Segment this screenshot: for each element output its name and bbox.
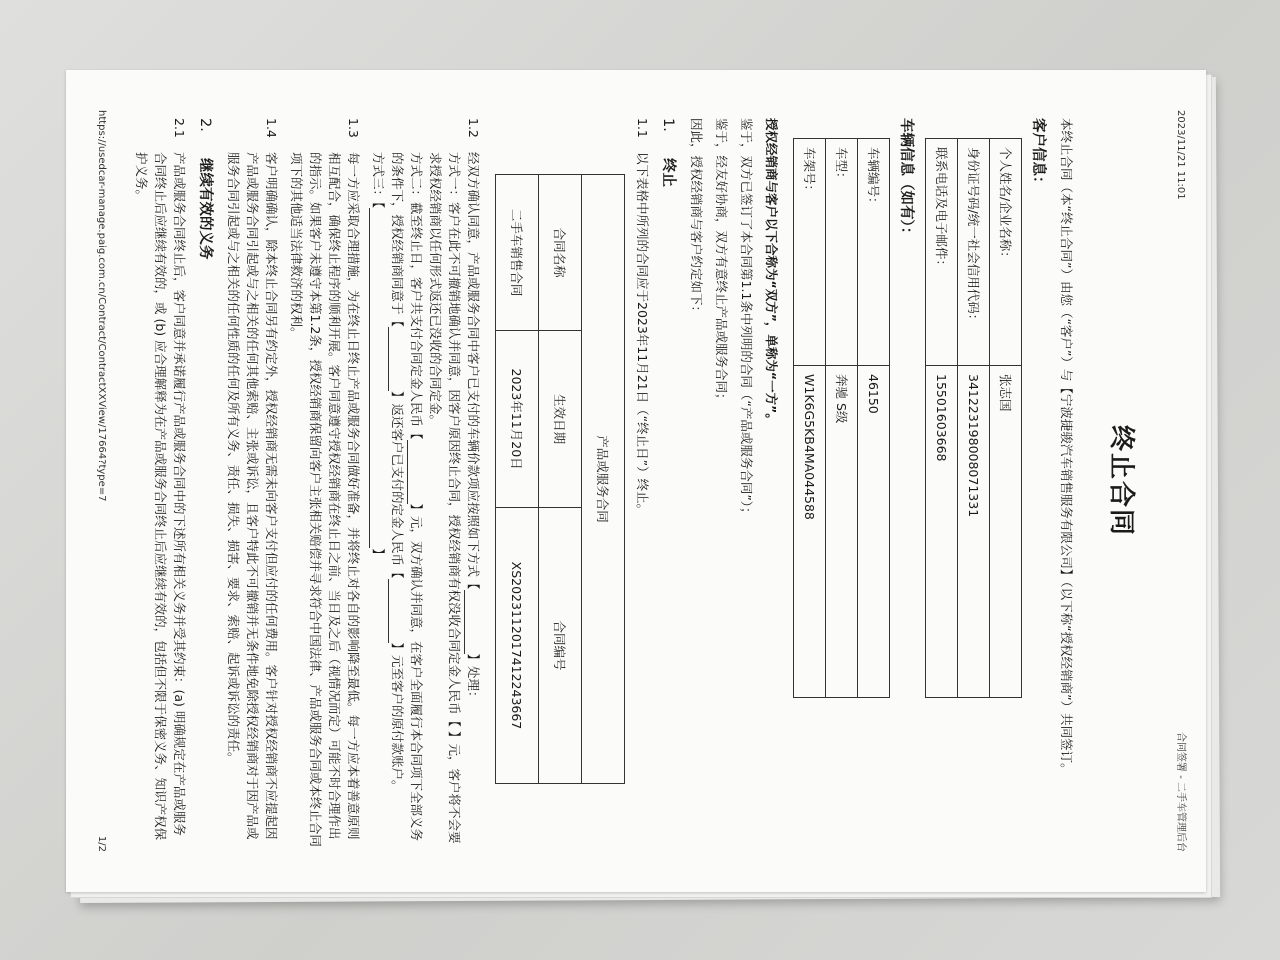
therefore-paragraph: 因此，授权经销商与客户约定如下：	[689, 118, 704, 319]
customer-info-table	[925, 138, 1022, 698]
table-row	[826, 139, 858, 698]
customer-id-label: 身份证号码/统一社会信用代码：	[958, 139, 990, 366]
intro-paragraph: 本终止合同（本“终止合同”）由您（“客户”）与【宁波捷骏汽车销售服务有限公司】（以下称“授权经销商”）共同签订。	[1059, 118, 1074, 776]
page-number: 1/2	[96, 835, 107, 852]
table-row	[990, 139, 1022, 698]
way-1-text: 方式一：客户在此不可撤销地确认并同意，因客户原因终止合同，授权经销商有权没收合同定金人民币【 】元，客户将不会要求授权经销商以任何形式返还已没收的合同定金。	[428, 152, 462, 844]
table-row	[539, 175, 582, 784]
vehicle-number-label: 车辆编号：	[858, 139, 890, 366]
clause-1-1	[633, 118, 652, 848]
cell-contract-name: 二手车销售合同	[496, 175, 539, 331]
whereas-paragraph-1: 鉴于，双方已签订了本合同第1.1条中列明的合同（“产品或服务合同”）；	[739, 118, 754, 520]
parties-paragraph: 授权经销商与客户以下合称为“双方”，单称为“一方”。	[764, 118, 779, 426]
section-number: 2.	[197, 118, 213, 132]
service-table-title: 产品或服务合同	[582, 175, 625, 784]
clause-number: 1.3	[346, 118, 361, 138]
table-row	[926, 139, 958, 698]
section-1-heading	[658, 118, 677, 848]
document-body	[126, 118, 1076, 848]
section-2-heading	[195, 118, 214, 848]
vehicle-info-table	[793, 138, 890, 698]
section-number: 1.	[660, 118, 676, 132]
vehicle-vin-value: W1K6G5KB4MA044588	[794, 366, 826, 698]
table-row	[958, 139, 990, 698]
clause-number: 1.1	[635, 118, 650, 138]
way-2-text: 】元至客户的原付款账户。	[390, 642, 405, 793]
clause-text: 经双方确认同意，产品或服务合同中客户已支付的车辆价款项应按照如下方式【】处理： 方式一：客户在此不可撤销地确认并同意，因客户原因终止合同，授权经销商有权没收合同定金人民币【 】元，客户将不会要求授权经销商以任何形式返还已没收的合同定金。 方式二：截至终止日，客户共支付合同定金人民币【】元，双方确认并同意，在客户全面履行本合同项下全部义务的条件下，授权经销商同意于【】返还客户已支付的定金人民币【】元至客户的原付款账户。 方式三：【】	[371, 152, 481, 844]
cell-contract-number: XS20231120174122436​67	[496, 507, 539, 783]
clause-1-4	[224, 118, 281, 848]
clause-number: 2.1	[172, 118, 187, 138]
customer-contact-value: 15501603668	[926, 366, 958, 698]
clause-number: 1.2	[466, 118, 481, 138]
document-page	[66, 70, 1206, 892]
clause-text: 客户明确确认，除本终止合同另有约定外，授权经销商无需未向客户支付但应付的任何费用。客户针对授权经销商不应提起因产品或服务合同引起或与之相关的任何其他索赔、主张或诉讼，且客户特此不可撤销并无条件地免除授权经销商对于因产品或服务合同引起或与之相关的任何性质的任何及所有义务、责任、损失、损害、要求、索赔、起诉或诉讼的责任。	[226, 152, 279, 840]
customer-name-value: 张志国	[990, 366, 1022, 698]
table-row	[794, 139, 826, 698]
fill-blank	[388, 579, 403, 643]
cell-effective-date: 2023年11月20日	[496, 331, 539, 508]
clause-1-2	[369, 118, 483, 848]
vehicle-model-value: 奔驰 S级	[826, 366, 858, 698]
fill-blank	[407, 440, 422, 504]
customer-name-label: 个人姓名/企业名称：	[990, 139, 1022, 366]
way-2-text: 方式二：截至终止日，客户共支付合同定金人民币【	[409, 152, 424, 440]
vehicle-info-heading: 车辆信息（如有）：	[898, 118, 914, 242]
print-date: 2023/11/21 11:01	[1175, 110, 1186, 200]
document-content	[66, 70, 1206, 892]
clause-1-3	[287, 118, 363, 848]
vehicle-vin-label: 车架号：	[794, 139, 826, 366]
clause-number: 1.4	[264, 118, 279, 138]
clause-text-part: 经双方确认同意，产品或服务合同中客户已支付的车辆价款项应按照如下方式【	[466, 152, 481, 590]
column-header-contract-number: 合同编号	[539, 507, 582, 783]
customer-info-heading: 客户信息：	[1030, 118, 1046, 191]
service-contract-table	[495, 174, 625, 784]
vehicle-model-label: 车型：	[826, 139, 858, 366]
clause-text: 每一方应采取合理措施，为在终止日终止产品或服务合同做好准备，并将终止对各自的影响降至最低。每一方应本着善意原则相互配合，确保终止程序的顺利开展。客户同意遵守授权经销商在终止日之前、当日及之后（视情况而定）可能不时合理作出的指示。如果客户未遵守本第1.2条，授权经销商保留向客户主张相关赔偿并寻求符合中国法律、产品或服务合同或本终止合同项下的其他适当法律救济的权利。	[289, 152, 361, 847]
clause-2-1	[132, 118, 189, 848]
page-title: 终止合同	[1106, 424, 1136, 537]
way-3-text: 方式三：【	[371, 152, 386, 209]
fill-blank	[369, 208, 384, 548]
print-system-title: 合同签署 - 二手车管理后台	[1175, 732, 1186, 852]
footer-url: https://usedcar-manage.paig.com.cn/Contract/ContractXXView/17664?type=7	[96, 110, 107, 502]
customer-id-value: 341223198008071331	[958, 366, 990, 698]
table-row	[496, 175, 539, 784]
section-title: 继续有效的义务	[197, 158, 213, 260]
section-title: 终止	[660, 158, 676, 187]
way-2-text: 】返还客户已支付的定金人民币【	[390, 391, 405, 579]
way-2-text: 】元，双方确认并同意，在客户全面履行本合同项下全部义务的条件下，授权经销商同意于【	[390, 152, 424, 842]
vehicle-number-value: 46150	[858, 366, 890, 698]
clause-text: 以下表格中所列的合同应于2023年11月21日（“终止日”）终止。	[635, 152, 650, 517]
fill-blank	[464, 590, 479, 654]
fill-blank	[388, 327, 403, 391]
clause-text: 产品或服务合同终止后，客户同意并承诺履行产品或服务合同中的下述所有相关义务并受其约束：(a) 明确规定在产品或服务合同终止后应继续有效的，或 (b) 应合理解释为在产品或服务合同终止后应继续有效的，包括但不限于保密义务、知识产权保护义务。	[134, 152, 187, 841]
table-row	[858, 139, 890, 698]
table-row	[582, 175, 625, 784]
whereas-paragraph-2: 鉴于，经友好协商，双方有意终止产品或服务合同；	[714, 118, 729, 406]
clause-text-part: 】处理：	[466, 653, 481, 704]
column-header-contract-name: 合同名称	[539, 175, 582, 331]
column-header-effective-date: 生效日期	[539, 331, 582, 508]
customer-contact-label: 联系电话及电子邮件：	[926, 139, 958, 366]
